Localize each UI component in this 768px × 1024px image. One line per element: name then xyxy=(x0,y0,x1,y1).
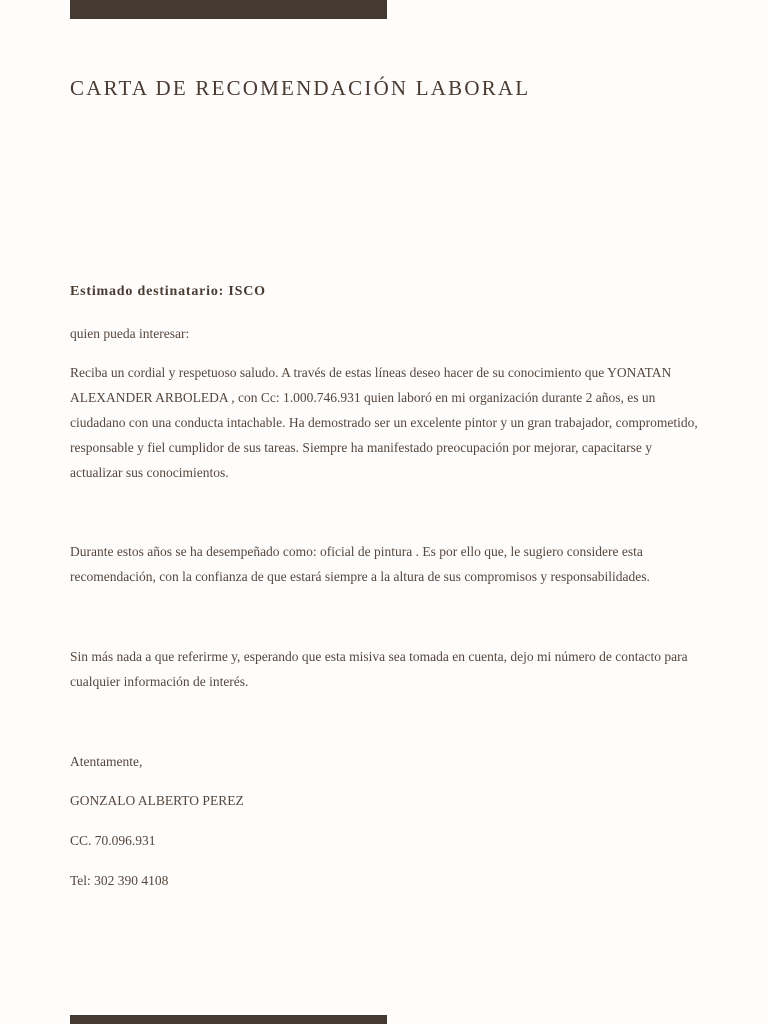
signer-id: CC. 70.096.931 xyxy=(70,833,156,848)
top-decorative-bar xyxy=(70,0,387,19)
bottom-decorative-bar xyxy=(70,1015,387,1024)
paragraph-introduction: Reciba un cordial y respetuoso saludo. A través de estas líneas deseo hacer de su conocimiento que YONATAN ALEXANDER ARBOLEDA , con Cc: 1.000.746.931 quien laboró en mi organización durante 2 años, es un ciudadano con una conducta intachable. Ha demostrado ser un excelente pintor y un gran trabajador, comprometido, responsable y fiel cumplidor de sus tareas. Siempre ha manifestado preocupación por mejorar, capacitarse y actualizar sus conocimientos. xyxy=(70,365,698,480)
signer-name: GONZALO ALBERTO PEREZ xyxy=(70,793,244,808)
greeting-line: Estimado destinatario: ISCO xyxy=(70,284,266,299)
salutation-line: quien pueda interesar: xyxy=(70,326,190,341)
closing-line: Atentamente, xyxy=(70,754,143,769)
letter-title: CARTA DE RECOMENDACIÓN LABORAL xyxy=(70,76,531,100)
paragraph-contact: Sin más nada a que referirme y, esperando que esta misiva sea tomada en cuenta, dejo mi número de contacto para cualquier información de interés. xyxy=(70,649,688,689)
paragraph-position: Durante estos años se ha desempeñado como: oficial de pintura . Es por ello que, le sugiero considere esta recomendación, con la confianza de que estará siempre a la altura de sus compromisos y responsabilidades. xyxy=(70,544,650,584)
signer-phone: Tel: 302 390 4108 xyxy=(70,873,169,888)
